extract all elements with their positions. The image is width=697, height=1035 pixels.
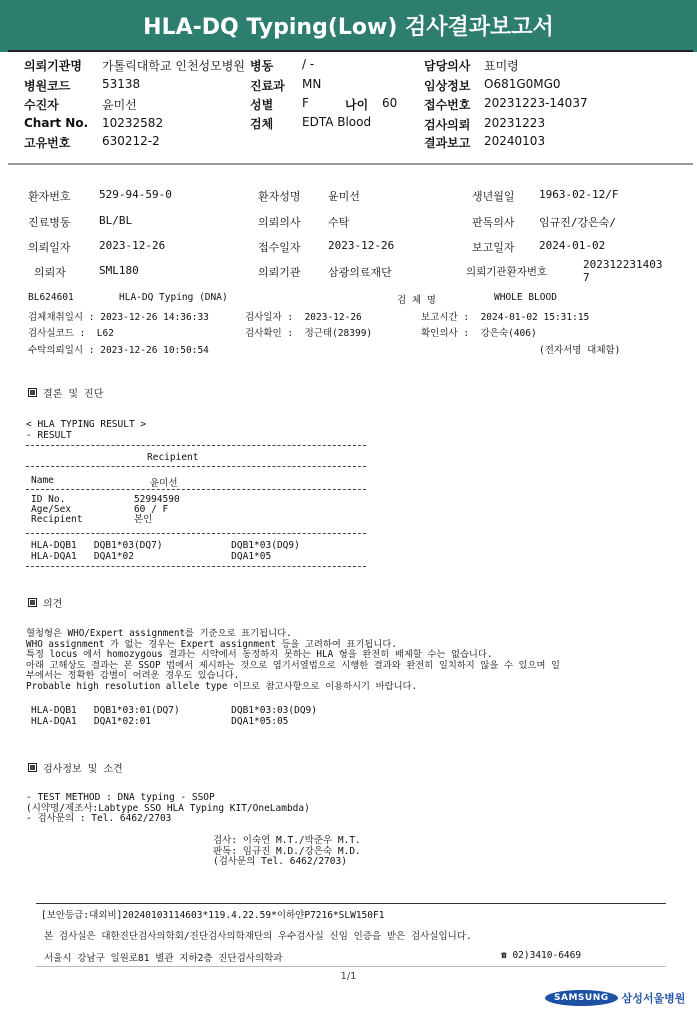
header-label: 검사의뢰 (424, 118, 471, 132)
header-value: EDTA Blood (302, 115, 372, 129)
patient-value: 2023-12-26 (328, 239, 395, 252)
typing-result: HLA-DQB1 DQB1*03(DQ7) DQB1*03(DQ9) HLA-DQA1 DQA1*02 DQA1*05 (31, 540, 300, 562)
hospital-logo (545, 987, 685, 1006)
test-line: 확인의사 : 강은숙(406) (421, 328, 537, 339)
patient-label: 의뢰일자 (28, 241, 71, 254)
address: 서울시 강남구 일원로81 별관 지하2층 진단검사의학과 (44, 953, 283, 964)
header-value: MN (302, 77, 322, 91)
patient-value: 윤미선 (328, 190, 360, 203)
header-label: 임상정보 (424, 79, 471, 93)
recipient-info: ID No. 52994590 Age/Sex 60 / F Recipient 본인 (31, 494, 180, 525)
header-label: 담당의사 (424, 59, 471, 73)
test-code: BL624601 (28, 292, 74, 303)
header-label: 성별 (250, 98, 274, 112)
divider (26, 533, 366, 534)
header-label: Chart No. (24, 116, 89, 130)
specimen-label: 검 체 명 (397, 295, 436, 306)
patient-label: 환자번호 (28, 190, 71, 203)
divider (26, 466, 366, 467)
page-number: 1/1 (340, 971, 357, 982)
header-label: 고유번호 (24, 136, 71, 150)
section-opinion-heading: 의견 (28, 595, 62, 610)
header-value: 20231223 (484, 116, 546, 130)
header-label: 진료과 (250, 79, 285, 93)
patient-label: 의뢰기관환자번호 (466, 266, 548, 278)
test-line: 검사확인 : 정근태(28399) (245, 328, 373, 339)
header-value: 60 (382, 96, 398, 110)
patient-label: 판독의사 (472, 216, 515, 229)
header-label: 검체 (250, 117, 274, 131)
header-label: 결과보고 (424, 136, 471, 150)
phone: ☎ 02)3410-6469 (501, 950, 582, 961)
e-signature-note: (전자서명 대체함) (539, 345, 621, 356)
header-value: 가톨릭대학교 인천성모병원 (102, 59, 245, 73)
section-bullet-icon (28, 388, 37, 397)
divider (26, 445, 366, 446)
patient-label: 접수일자 (258, 241, 301, 254)
patient-label: 의뢰자 (34, 266, 66, 279)
test-line: 검사실코드 : L62 (28, 328, 114, 339)
patient-value: 2024-01-02 (539, 239, 606, 252)
patient-value: 1963-02-12/F (539, 188, 619, 201)
header-value: 표미령 (484, 59, 519, 73)
header-label: 의뢰기관명 (24, 59, 82, 73)
header-value: 53138 (102, 77, 141, 91)
samsung-logo-icon: SAMSUNG (545, 990, 618, 1006)
patient-value: SML180 (99, 264, 139, 277)
patient-label: 진료병동 (28, 216, 71, 229)
high-res-typing: HLA-DQB1 DQB1*03:01(DQ7) DQB1*03:03(DQ9) HLA-DQA1 DQA1*02:01 DQA1*05:05 (31, 705, 317, 727)
section-info-heading: 검사정보 및 소견 (28, 760, 123, 775)
header-value: 윤미선 (102, 98, 137, 112)
header-value: 20240103 (484, 134, 546, 148)
section-result-heading: 결론 및 진단 (28, 385, 103, 400)
header-divider (8, 163, 693, 165)
divider (26, 489, 366, 490)
header-value: 20231223-14037 (484, 96, 588, 110)
patient-label: 보고일자 (472, 241, 515, 254)
header-value: F (302, 96, 309, 110)
patient-value: 수탁 (328, 216, 350, 229)
signature-block: 검사: 이숙연 M.T./박준우 M.T. 판독: 임규진 M.D./강은숙 M.D. (검사문의 Tel. 6462/2703) (213, 835, 361, 867)
header-value: O681G0MG0 (484, 77, 561, 91)
patient-label: 환자성명 (258, 190, 301, 203)
footer-divider (36, 903, 666, 905)
test-line: 보고시간 : 2024-01-02 15:31:15 (421, 312, 590, 323)
footer-bottom-divider (36, 966, 666, 967)
section-bullet-icon (28, 763, 37, 772)
header-value: 10232582 (102, 116, 164, 130)
result-subtitle: - RESULT (26, 430, 72, 441)
patient-value: 7 (583, 271, 590, 284)
patient-label: 의뢰기관 (258, 266, 301, 279)
security-line: [보안등급:대외비]20240103114603*119.4.22.59*이하얀P7216*SLW150F1 (41, 910, 385, 921)
patient-value: 임규진/강은숙/ (539, 216, 617, 229)
header-label: 접수번호 (424, 98, 471, 112)
test-line: 수탁의뢰일시 : 2023-12-26 10:50:54 (28, 345, 209, 356)
method-info: - TEST METHOD : DNA typing - SSOP (시약명/제조사:Labtype SSO HLA Typing KIT/OneLambda) - 검사문의 : Tel. 6462/2703 (26, 792, 310, 824)
recipient-header: Recipient (147, 452, 199, 463)
patient-label: 의뢰의사 (258, 216, 301, 229)
header-value: / - (302, 57, 315, 71)
title-underline (8, 50, 693, 52)
test-line: 검체채취일시 : 2023-12-26 14:36:33 (28, 312, 209, 323)
header-label: 병원코드 (24, 79, 71, 93)
header-label: 병동 (250, 59, 274, 73)
opinion-text: 혈청형은 WHO/Expert assignment를 기준으로 표기됩니다. WHO assignment 가 없는 경우는 Expert assignment 등을 고려하여 표기됩니다. 특정 locus 에서 homozygous 결과는 시약에서 동정하지 못하는 HLA 형을 완전히 배제할 수는 없습니다. 아래 고해상도 결과는 본 SSOP 법에서 제시하는 것으로 염기서열법으로 시행한 결과와 완전히 일치하지 않을 수 있으며 일 부에서는 정확한 감별이 어려운 경우도 있습니다. Probable high resolution allele type 이므로 참고사항으로 이용하시기 바랍니다. (26, 628, 561, 692)
header-value: 630212-2 (102, 134, 160, 148)
patient-value: 2023-12-26 (99, 239, 166, 252)
patient-value: 202312231403 (583, 258, 663, 271)
patient-label: 생년월일 (472, 190, 515, 203)
header-label: 수진자 (24, 98, 59, 112)
certification-text: 본 검사실은 대한진단검사의학회/진단검사의학재단의 우수검사실 신임 인증을 받은 검사실입니다. (44, 931, 472, 942)
report-title: HLA-DQ Typing(Low) 검사결과보고서 (0, 0, 697, 52)
name-label: Name (31, 475, 54, 486)
specimen-value: WHOLE BLOOD (494, 292, 557, 303)
divider (26, 566, 366, 567)
result-title: < HLA TYPING RESULT > (26, 419, 147, 430)
patient-value: 삼광의료재단 (328, 266, 392, 279)
patient-value: BL/BL (99, 214, 133, 227)
test-name: HLA-DQ Typing (DNA) (119, 292, 228, 303)
patient-value: 529-94-59-0 (99, 188, 172, 201)
name-value: 윤미선 (150, 478, 178, 489)
header-label: 나이 (345, 98, 369, 112)
test-line: 검사일자 : 2023-12-26 (245, 312, 362, 323)
hospital-name: 삼성서울병원 (621, 991, 686, 1005)
section-bullet-icon (28, 598, 37, 607)
